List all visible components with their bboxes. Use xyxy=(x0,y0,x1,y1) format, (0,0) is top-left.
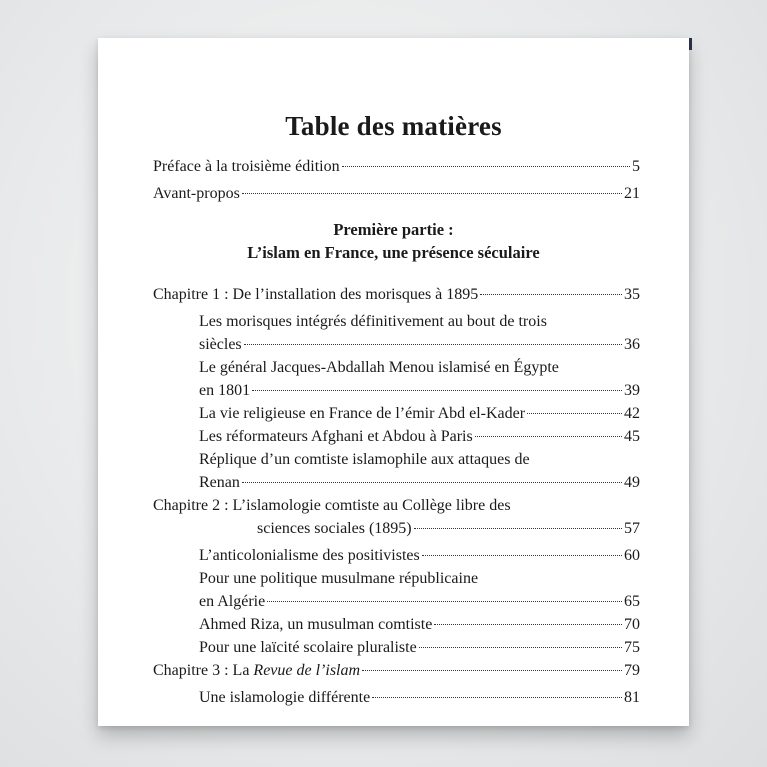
dot-leader xyxy=(419,647,622,648)
dot-leader xyxy=(244,344,622,345)
toc-entry-label: sciences sociales (1895) xyxy=(257,520,412,537)
toc-page-number: 70 xyxy=(624,616,640,633)
toc-entry-label: Renan xyxy=(199,474,240,491)
toc-section-entry xyxy=(199,687,640,709)
dot-leader xyxy=(422,555,622,556)
part-heading-line1: Première partie : xyxy=(333,220,454,239)
toc-section-entry xyxy=(199,426,640,448)
toc-chapter-2-line1: Chapitre 2 : L’islamologie comtiste au Collège libre des xyxy=(153,497,511,514)
toc-entry-label: La vie religieuse en France de l’émir Abd el-Kader xyxy=(199,405,526,422)
dot-leader xyxy=(527,413,622,414)
dot-leader xyxy=(414,528,622,529)
chapter-3-prefix: Chapitre 3 : La xyxy=(153,662,254,679)
toc-page-number: 65 xyxy=(624,593,640,610)
toc-entry-label: Une islamologie différente xyxy=(199,689,371,706)
toc-entry-chapter-1 xyxy=(153,284,640,306)
toc-entry-label: Chapitre 1 : De l’installation des morisques à 1895 xyxy=(153,286,479,303)
page-edge-marker xyxy=(689,38,692,50)
toc-entry-label: en 1801 xyxy=(199,382,251,399)
dot-leader xyxy=(242,193,622,194)
toc-entry-label: Les réformateurs Afghani et Abdou à Paris xyxy=(199,428,473,445)
toc-page-number: 35 xyxy=(624,286,640,303)
toc-section-entry xyxy=(199,472,640,494)
toc-entry-chapter-2 xyxy=(257,518,640,540)
toc-entry-label: Avant-propos xyxy=(153,185,240,202)
dot-leader xyxy=(252,390,622,391)
toc-section-entry xyxy=(199,380,640,402)
book-page xyxy=(98,38,689,726)
toc-page-number: 21 xyxy=(624,185,640,202)
toc-section-line: Les morisques intégrés définitivement au bout de trois xyxy=(199,313,547,330)
toc-page-number: 79 xyxy=(624,662,640,679)
toc-page-number: 60 xyxy=(624,547,640,564)
toc-page-number: 49 xyxy=(624,474,640,491)
toc-section-line: Pour une politique musulmane républicaine xyxy=(199,570,479,587)
toc-entry-avant-propos xyxy=(153,183,640,205)
dot-leader xyxy=(480,294,622,295)
toc-entry-chapter-3 xyxy=(153,660,640,682)
toc-entry-label: Pour une laïcité scolaire pluraliste xyxy=(199,639,417,656)
toc-entry-label xyxy=(153,660,360,682)
toc-section-entry xyxy=(199,545,640,567)
dot-leader xyxy=(372,697,622,698)
toc-page-number: 81 xyxy=(624,689,640,706)
toc-page-number: 57 xyxy=(624,520,640,537)
toc-page-number: 42 xyxy=(624,405,640,422)
toc-entry-label: siècles xyxy=(199,336,242,353)
toc-page-number: 75 xyxy=(624,639,640,656)
toc-section-line: Le général Jacques-Abdallah Menou islamisé en Égypte xyxy=(199,359,559,376)
dot-leader xyxy=(242,482,622,483)
dot-leader xyxy=(267,601,622,602)
toc-section-entry xyxy=(199,591,640,613)
toc-entry-label: L’anticolonialisme des positivistes xyxy=(199,547,420,564)
toc-page-number: 39 xyxy=(624,382,640,399)
toc-section-entry xyxy=(199,403,640,425)
toc-section-entry xyxy=(199,637,640,659)
toc-entry-label: en Algérie xyxy=(199,593,266,610)
chapter-3-italic-title: Revue de l’islam xyxy=(253,662,361,679)
dot-leader xyxy=(362,670,622,671)
toc-section-entry xyxy=(199,614,640,636)
dot-leader xyxy=(342,166,630,167)
toc-entry-preface xyxy=(153,156,640,178)
toc-section-entry xyxy=(199,334,640,356)
toc-page-number: 36 xyxy=(624,336,640,353)
toc-entry-label: Préface à la troisième édition xyxy=(153,158,340,175)
toc-section-line: Réplique d’un comtiste islamophile aux attaques de xyxy=(199,451,530,468)
toc-page-number: 5 xyxy=(632,158,640,175)
toc-entry-label: Ahmed Riza, un musulman comtiste xyxy=(199,616,433,633)
toc-page-number: 45 xyxy=(624,428,640,445)
part-heading-line2: L’islam en France, une présence séculaire xyxy=(247,243,540,262)
dot-leader xyxy=(434,624,622,625)
toc-title: Table des matières xyxy=(285,111,502,141)
dot-leader xyxy=(475,436,622,437)
